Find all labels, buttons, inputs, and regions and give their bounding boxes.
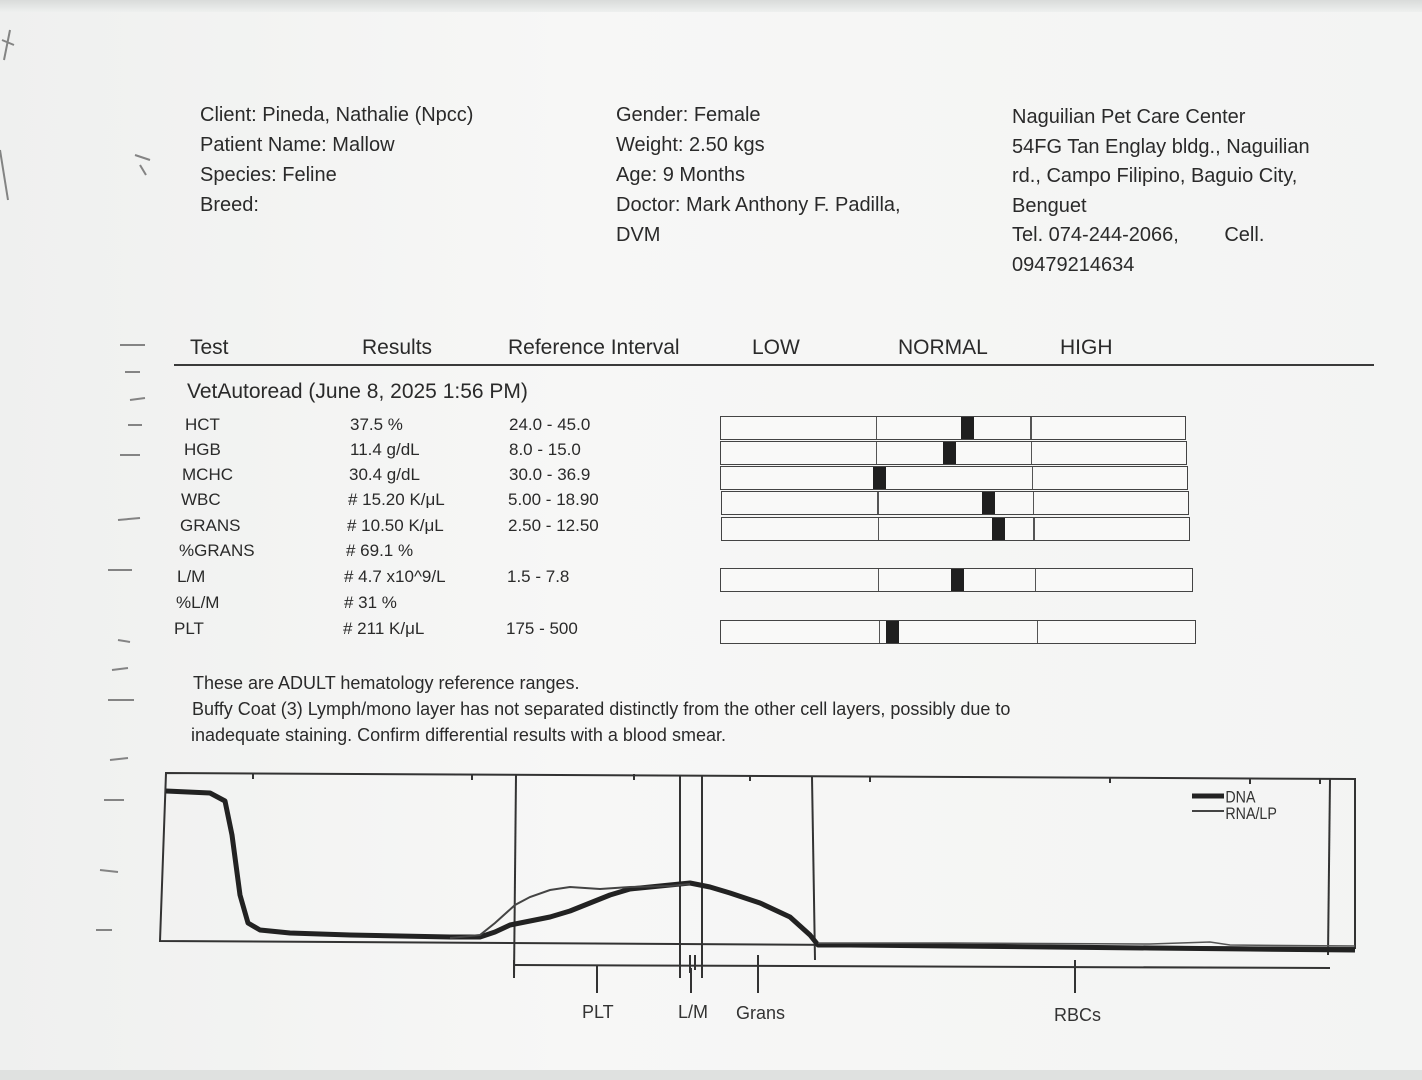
range-bar-divider: [1035, 569, 1037, 591]
row-result-3: # 15.20 K/μL: [348, 490, 445, 509]
row-test-6: L/M: [177, 567, 206, 586]
gender: Gender: Female: [616, 104, 761, 126]
row-result-1: 11.4 g/dL: [350, 440, 420, 459]
client-info: [200, 100, 473, 220]
row-test-4: GRANS: [180, 516, 241, 535]
client-name: Client: Pineda, Nathalie (Npcc): [200, 104, 474, 126]
row-test-8: PLT: [174, 619, 204, 638]
breed: Breed:: [200, 194, 259, 216]
range-bar-divider: [1037, 621, 1039, 643]
zone-label-lm: L/M: [678, 1002, 709, 1022]
row-result-4: # 10.50 K/μL: [347, 516, 444, 535]
row-reference-3: 5.00 - 18.90: [508, 490, 599, 509]
paper-bottom-edge: [0, 1070, 1422, 1080]
row-reference-6: 1.5 - 7.8: [507, 567, 570, 586]
doctor-title: DVM: [616, 224, 661, 246]
note-staining: inadequate staining. Confirm differential results with a blood smear.: [191, 725, 726, 745]
range-bar-divider: [1033, 492, 1035, 514]
row-reference-0: 24.0 - 45.0: [509, 415, 591, 434]
patient-info: [616, 100, 901, 250]
range-bar-divider: [879, 621, 881, 643]
note-adult-ranges: These are ADULT hematology reference ranges.: [193, 673, 580, 693]
row-result-6: # 4.7 x10^9/L: [344, 567, 446, 586]
range-bar-divider: [1032, 467, 1034, 489]
range-marker-0: [961, 417, 974, 439]
row-reference-1: 8.0 - 15.0: [509, 440, 581, 459]
row-reference-8: 175 - 500: [506, 619, 578, 638]
paper-top-edge: [0, 0, 1422, 12]
range-marker-4: [992, 518, 1005, 540]
header-reference: Reference Interval: [508, 336, 680, 359]
range-bar-divider: [1031, 442, 1033, 464]
zone-label-grans: Grans: [736, 1003, 786, 1023]
row-result-7: # 31 %: [344, 593, 397, 612]
doctor: Doctor: Mark Anthony F. Padilla,: [616, 194, 901, 216]
row-test-1: HGB: [184, 440, 221, 459]
clinic-phone-line: [1012, 221, 1310, 251]
clinic-address-2: rd., Campo Filipino, Baguio City,: [1012, 165, 1298, 187]
range-bar-0: [720, 416, 1186, 440]
range-bar-divider: [1030, 417, 1032, 439]
zone-label-rbcs: RBCs: [1054, 1005, 1102, 1025]
row-reference-2: 30.0 - 36.9: [509, 465, 591, 484]
zone-label-plt: PLT: [582, 1002, 614, 1022]
range-marker-1: [943, 442, 956, 464]
note-buffy-coat: Buffy Coat (3) Lymph/mono layer has not separated distinctly from the other cell layers, possibly due to: [192, 699, 1011, 719]
legend-dna: DNA: [1225, 788, 1256, 807]
range-bar-divider: [877, 492, 879, 514]
range-bar-2: [720, 466, 1188, 490]
range-bar-divider: [878, 569, 880, 591]
row-result-5: # 69.1 %: [346, 541, 414, 560]
header-results: Results: [362, 336, 433, 359]
clinic-address-1: 54FG Tan Englay bldg., Naguilian: [1012, 135, 1310, 158]
range-bar-divider: [1033, 518, 1035, 540]
zone-line-plt: [514, 775, 516, 978]
row-test-5: %GRANS: [179, 541, 255, 560]
section-title: VetAutoread (June 8, 2025 1:56 PM): [187, 380, 528, 403]
range-bar-divider: [876, 417, 878, 439]
patient-name: Patient Name: Mallow: [200, 134, 395, 156]
row-test-7: %L/M: [176, 593, 220, 612]
zone-line-end: [1328, 779, 1330, 955]
clinic-address-3: Benguet: [1012, 194, 1087, 217]
dna-curve: [166, 791, 1355, 950]
range-bar-6: [720, 568, 1193, 592]
clinic-cell-label: Cell.: [1224, 224, 1265, 246]
graph-frame: [160, 773, 1355, 948]
range-bar-8: [720, 620, 1196, 644]
weight: Weight: 2.50 kgs: [616, 134, 765, 156]
range-bar-1: [720, 441, 1187, 465]
clinic-cell: 09479214634: [1012, 253, 1135, 276]
row-result-2: 30.4 g/dL: [349, 465, 420, 484]
range-marker-2: [873, 467, 886, 489]
zone-line-grans: [812, 777, 815, 960]
range-marker-8: [886, 621, 899, 643]
range-bar-4: [721, 517, 1190, 541]
row-reference-4: 2.50 - 12.50: [508, 516, 599, 535]
header-low: LOW: [752, 336, 800, 359]
species: Species: Feline: [200, 164, 337, 186]
row-test-3: WBC: [181, 490, 221, 509]
buffy-coat-graph: [150, 765, 1370, 1035]
header-high: HIGH: [1060, 336, 1113, 359]
margin-marks: [0, 0, 160, 1000]
row-result-8: # 211 K/μL: [343, 619, 425, 638]
age: Age: 9 Months: [616, 164, 745, 186]
clinic-name: Naguilian Pet Care Center: [1012, 106, 1246, 128]
header-normal: NORMAL: [898, 336, 988, 359]
row-test-2: MCHC: [182, 465, 233, 484]
range-marker-6: [951, 569, 964, 591]
clinic-tel: Tel. 074-244-2066,: [1012, 224, 1179, 246]
range-bar-divider: [876, 442, 878, 464]
header-rule: [174, 364, 1374, 366]
header-test: Test: [190, 336, 229, 359]
range-marker-3: [982, 492, 995, 514]
row-test-0: HCT: [185, 415, 220, 434]
clinic-info: [1012, 103, 1310, 280]
range-bar-divider: [878, 518, 880, 540]
legend-rnalp: RNA/LP: [1225, 804, 1277, 824]
row-result-0: 37.5 %: [350, 415, 403, 434]
range-bar-3: [721, 491, 1189, 515]
